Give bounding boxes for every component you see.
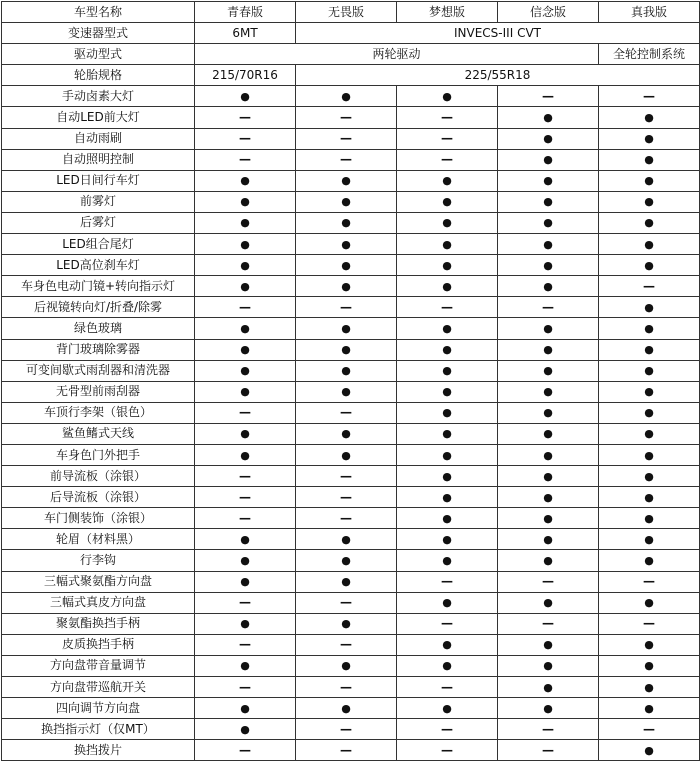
feature-row: [2, 402, 700, 423]
feature-row: [2, 550, 700, 571]
tire-row: [2, 65, 700, 86]
feature-row: [2, 571, 700, 592]
not-available-mark: —: [397, 740, 498, 761]
feature-label: 后视镜转向灯/折叠/除雾: [2, 297, 195, 318]
feature-row: [2, 360, 700, 381]
standard-mark: ●: [498, 276, 599, 297]
standard-mark: ●: [599, 128, 700, 149]
standard-mark: ●: [195, 255, 296, 276]
trim-header-label: 车型名称: [2, 2, 195, 23]
feature-label: 后雾灯: [2, 212, 195, 233]
not-available-mark: —: [195, 128, 296, 149]
standard-mark: ●: [296, 529, 397, 550]
standard-mark: ●: [599, 423, 700, 444]
not-available-mark: —: [296, 740, 397, 761]
standard-mark: ●: [599, 170, 700, 191]
not-available-mark: —: [195, 297, 296, 318]
standard-mark: ●: [195, 318, 296, 339]
standard-mark: ●: [599, 655, 700, 676]
standard-mark: ●: [296, 318, 397, 339]
feature-row: [2, 592, 700, 613]
standard-mark: ●: [498, 191, 599, 212]
standard-mark: ●: [498, 339, 599, 360]
standard-mark: ●: [498, 529, 599, 550]
feature-label: 行李钩: [2, 550, 195, 571]
standard-mark: ●: [498, 550, 599, 571]
standard-mark: ●: [599, 212, 700, 233]
standard-mark: ●: [195, 86, 296, 107]
standard-mark: ●: [397, 212, 498, 233]
standard-mark: ●: [397, 318, 498, 339]
not-available-mark: —: [296, 592, 397, 613]
feature-label: 无骨型前雨刮器: [2, 381, 195, 402]
not-available-mark: —: [599, 86, 700, 107]
standard-mark: ●: [397, 592, 498, 613]
not-available-mark: —: [397, 149, 498, 170]
standard-mark: ●: [599, 360, 700, 381]
not-available-mark: —: [195, 740, 296, 761]
standard-mark: ●: [498, 487, 599, 508]
not-available-mark: —: [296, 128, 397, 149]
standard-mark: ●: [599, 255, 700, 276]
standard-mark: ●: [599, 466, 700, 487]
feature-row: [2, 719, 700, 740]
not-available-mark: —: [498, 571, 599, 592]
not-available-mark: —: [296, 149, 397, 170]
tire-small: 215/70R16: [195, 65, 296, 86]
not-available-mark: —: [296, 402, 397, 423]
feature-label: 车门侧装饰（涂银）: [2, 508, 195, 529]
standard-mark: ●: [599, 550, 700, 571]
standard-mark: ●: [599, 740, 700, 761]
not-available-mark: —: [397, 107, 498, 128]
standard-mark: ●: [498, 318, 599, 339]
standard-mark: ●: [195, 212, 296, 233]
standard-mark: ●: [498, 255, 599, 276]
standard-mark: ●: [195, 423, 296, 444]
not-available-mark: —: [296, 487, 397, 508]
not-available-mark: —: [498, 613, 599, 634]
feature-label: 自动雨刷: [2, 128, 195, 149]
feature-label: 手动卤素大灯: [2, 86, 195, 107]
standard-mark: ●: [498, 466, 599, 487]
standard-mark: ●: [195, 655, 296, 676]
not-available-mark: —: [397, 677, 498, 698]
standard-mark: ●: [599, 487, 700, 508]
standard-mark: ●: [397, 86, 498, 107]
feature-row: [2, 698, 700, 719]
feature-row: [2, 655, 700, 676]
standard-mark: ●: [498, 107, 599, 128]
feature-label: 皮质换挡手柄: [2, 634, 195, 655]
standard-mark: ●: [599, 297, 700, 318]
standard-mark: ●: [195, 550, 296, 571]
not-available-mark: —: [195, 677, 296, 698]
standard-mark: ●: [498, 234, 599, 255]
feature-label: 后导流板（涂银）: [2, 487, 195, 508]
tire-large: 225/55R18: [296, 65, 700, 86]
drive-2wd: 两轮驱动: [195, 44, 599, 65]
not-available-mark: —: [397, 128, 498, 149]
standard-mark: ●: [195, 339, 296, 360]
not-available-mark: —: [296, 508, 397, 529]
feature-label: 绿色玻璃: [2, 318, 195, 339]
standard-mark: ●: [599, 444, 700, 465]
standard-mark: ●: [296, 655, 397, 676]
standard-mark: ●: [599, 592, 700, 613]
not-available-mark: —: [296, 719, 397, 740]
feature-label: 轮眉（材料黑）: [2, 529, 195, 550]
standard-mark: ●: [397, 402, 498, 423]
standard-mark: ●: [195, 571, 296, 592]
feature-label: 车身色电动门镜+转向指示灯: [2, 276, 195, 297]
standard-mark: ●: [599, 381, 700, 402]
standard-mark: ●: [195, 276, 296, 297]
trim-wuwei: 无畏版: [296, 2, 397, 23]
not-available-mark: —: [599, 571, 700, 592]
not-available-mark: —: [195, 402, 296, 423]
standard-mark: ●: [599, 234, 700, 255]
standard-mark: ●: [397, 234, 498, 255]
standard-mark: ●: [296, 86, 397, 107]
feature-label: 方向盘带巡航开关: [2, 677, 195, 698]
standard-mark: ●: [599, 634, 700, 655]
standard-mark: ●: [195, 613, 296, 634]
standard-mark: ●: [498, 402, 599, 423]
standard-mark: ●: [296, 276, 397, 297]
standard-mark: ●: [498, 170, 599, 191]
standard-mark: ●: [195, 234, 296, 255]
standard-mark: ●: [397, 191, 498, 212]
feature-label: 方向盘带音量调节: [2, 655, 195, 676]
standard-mark: ●: [498, 149, 599, 170]
feature-label: 三幅式聚氨酯方向盘: [2, 571, 195, 592]
not-available-mark: —: [195, 634, 296, 655]
feature-row: [2, 86, 700, 107]
standard-mark: ●: [498, 212, 599, 233]
feature-label: 自动LED前大灯: [2, 107, 195, 128]
standard-mark: ●: [599, 107, 700, 128]
feature-row: [2, 212, 700, 233]
standard-mark: ●: [498, 381, 599, 402]
feature-row: [2, 234, 700, 255]
not-available-mark: —: [599, 613, 700, 634]
not-available-mark: —: [397, 297, 498, 318]
standard-mark: ●: [599, 318, 700, 339]
standard-mark: ●: [397, 381, 498, 402]
not-available-mark: —: [296, 466, 397, 487]
not-available-mark: —: [195, 592, 296, 613]
spec-table: [1, 1, 700, 761]
feature-row: [2, 318, 700, 339]
feature-row: [2, 423, 700, 444]
tire-label: 轮胎规格: [2, 65, 195, 86]
trim-xinnian: 信念版: [498, 2, 599, 23]
feature-row: [2, 297, 700, 318]
feature-label: LED高位刹车灯: [2, 255, 195, 276]
standard-mark: ●: [599, 529, 700, 550]
trim-mengxiang: 梦想版: [397, 2, 498, 23]
feature-row: [2, 613, 700, 634]
standard-mark: ●: [296, 191, 397, 212]
not-available-mark: —: [498, 740, 599, 761]
feature-label: 鲨鱼鳍式天线: [2, 423, 195, 444]
standard-mark: ●: [296, 255, 397, 276]
standard-mark: ●: [397, 276, 498, 297]
standard-mark: ●: [397, 170, 498, 191]
standard-mark: ●: [599, 402, 700, 423]
not-available-mark: —: [397, 719, 498, 740]
standard-mark: ●: [195, 444, 296, 465]
standard-mark: ●: [296, 234, 397, 255]
standard-mark: ●: [195, 719, 296, 740]
standard-mark: ●: [498, 423, 599, 444]
feature-label: 四向调节方向盘: [2, 698, 195, 719]
not-available-mark: —: [195, 466, 296, 487]
not-available-mark: —: [296, 634, 397, 655]
standard-mark: ●: [296, 698, 397, 719]
feature-row: [2, 508, 700, 529]
feature-row: [2, 149, 700, 170]
drive-label: 驱动型式: [2, 44, 195, 65]
not-available-mark: —: [599, 719, 700, 740]
not-available-mark: —: [195, 149, 296, 170]
standard-mark: ●: [599, 698, 700, 719]
spec-table-body: [2, 2, 700, 761]
feature-label: 车身色门外把手: [2, 444, 195, 465]
feature-row: [2, 128, 700, 149]
not-available-mark: —: [195, 107, 296, 128]
standard-mark: ●: [296, 339, 397, 360]
drive-awd: 全轮控制系统: [599, 44, 700, 65]
standard-mark: ●: [296, 170, 397, 191]
standard-mark: ●: [599, 677, 700, 698]
feature-label: 自动照明控制: [2, 149, 195, 170]
trim-header-row: [2, 2, 700, 23]
standard-mark: ●: [498, 444, 599, 465]
standard-mark: ●: [195, 529, 296, 550]
feature-row: [2, 529, 700, 550]
feature-label: 前雾灯: [2, 191, 195, 212]
standard-mark: ●: [599, 149, 700, 170]
standard-mark: ●: [397, 487, 498, 508]
feature-label: 换挡指示灯（仅MT）: [2, 719, 195, 740]
standard-mark: ●: [195, 360, 296, 381]
standard-mark: ●: [296, 212, 397, 233]
standard-mark: ●: [195, 191, 296, 212]
standard-mark: ●: [599, 339, 700, 360]
not-available-mark: —: [195, 487, 296, 508]
standard-mark: ●: [498, 508, 599, 529]
not-available-mark: —: [397, 571, 498, 592]
not-available-mark: —: [498, 719, 599, 740]
standard-mark: ●: [599, 508, 700, 529]
standard-mark: ●: [498, 698, 599, 719]
transmission-label: 变速器型式: [2, 23, 195, 44]
standard-mark: ●: [397, 423, 498, 444]
trim-zhenwo: 真我版: [599, 2, 700, 23]
standard-mark: ●: [397, 339, 498, 360]
standard-mark: ●: [397, 255, 498, 276]
not-available-mark: —: [397, 613, 498, 634]
feature-label: 三幅式真皮方向盘: [2, 592, 195, 613]
standard-mark: ●: [296, 381, 397, 402]
standard-mark: ●: [296, 444, 397, 465]
feature-row: [2, 466, 700, 487]
standard-mark: ●: [599, 191, 700, 212]
standard-mark: ●: [498, 655, 599, 676]
standard-mark: ●: [397, 508, 498, 529]
not-available-mark: —: [498, 86, 599, 107]
feature-row: [2, 339, 700, 360]
standard-mark: ●: [195, 698, 296, 719]
feature-label: 背门玻璃除雾器: [2, 339, 195, 360]
feature-label: 车顶行李架（银色）: [2, 402, 195, 423]
standard-mark: ●: [296, 360, 397, 381]
feature-label: LED日间行车灯: [2, 170, 195, 191]
transmission-row: [2, 23, 700, 44]
feature-label: 前导流板（涂银）: [2, 466, 195, 487]
standard-mark: ●: [397, 698, 498, 719]
standard-mark: ●: [296, 423, 397, 444]
feature-label: 可变间歇式雨刮器和清洗器: [2, 360, 195, 381]
standard-mark: ●: [397, 466, 498, 487]
feature-row: [2, 381, 700, 402]
feature-row: [2, 487, 700, 508]
standard-mark: ●: [397, 550, 498, 571]
feature-row: [2, 740, 700, 761]
transmission-mt: 6MT: [195, 23, 296, 44]
standard-mark: ●: [397, 529, 498, 550]
standard-mark: ●: [195, 381, 296, 402]
feature-row: [2, 444, 700, 465]
not-available-mark: —: [195, 508, 296, 529]
not-available-mark: —: [599, 276, 700, 297]
standard-mark: ●: [397, 360, 498, 381]
feature-label: LED组合尾灯: [2, 234, 195, 255]
standard-mark: ●: [296, 550, 397, 571]
standard-mark: ●: [498, 677, 599, 698]
feature-row: [2, 677, 700, 698]
standard-mark: ●: [498, 634, 599, 655]
feature-row: [2, 255, 700, 276]
standard-mark: ●: [397, 444, 498, 465]
trim-qingchun: 青春版: [195, 2, 296, 23]
not-available-mark: —: [498, 297, 599, 318]
feature-row: [2, 107, 700, 128]
standard-mark: ●: [296, 571, 397, 592]
standard-mark: ●: [296, 613, 397, 634]
feature-label: 换挡拨片: [2, 740, 195, 761]
feature-row: [2, 634, 700, 655]
standard-mark: ●: [397, 634, 498, 655]
feature-label: 聚氨酯换挡手柄: [2, 613, 195, 634]
not-available-mark: —: [296, 677, 397, 698]
standard-mark: ●: [498, 360, 599, 381]
standard-mark: ●: [397, 655, 498, 676]
standard-mark: ●: [498, 592, 599, 613]
not-available-mark: —: [296, 297, 397, 318]
standard-mark: ●: [195, 170, 296, 191]
drive-row: [2, 44, 700, 65]
transmission-cvt: INVECS-III CVT: [296, 23, 700, 44]
feature-row: [2, 276, 700, 297]
feature-row: [2, 191, 700, 212]
not-available-mark: —: [296, 107, 397, 128]
feature-row: [2, 170, 700, 191]
standard-mark: ●: [498, 128, 599, 149]
